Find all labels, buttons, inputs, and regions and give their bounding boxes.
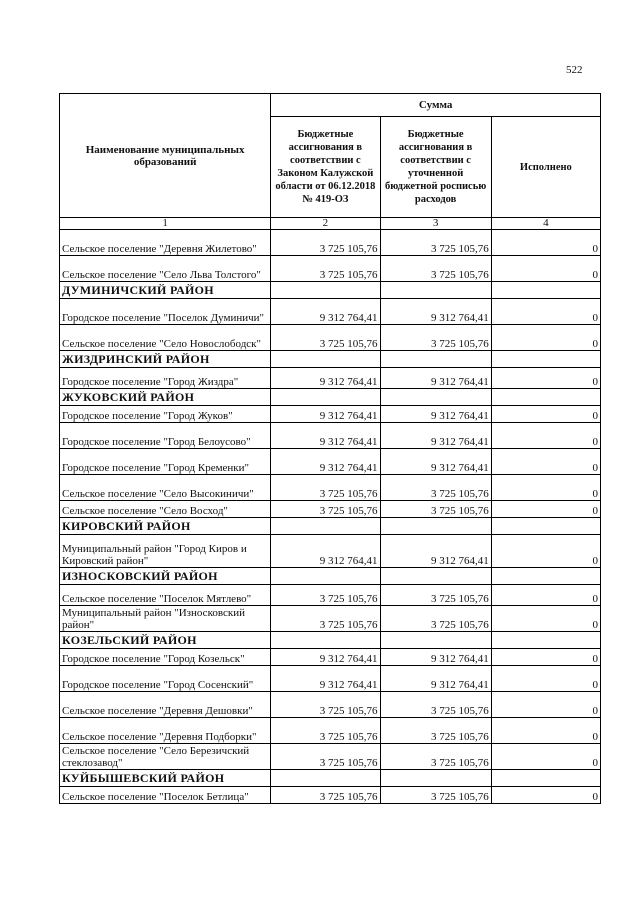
empty-cell xyxy=(491,770,600,787)
law-allocation-value: 3 725 105,76 xyxy=(271,606,380,632)
column-index-row xyxy=(60,218,601,230)
district-header-row xyxy=(60,568,601,585)
district-name: КОЗЕЛЬСКИЙ РАЙОН xyxy=(60,632,271,649)
empty-cell xyxy=(380,518,491,535)
table-row xyxy=(60,299,601,325)
header-executed: Исполнено xyxy=(491,117,600,218)
law-allocation-value: 9 312 764,41 xyxy=(271,449,380,475)
header-sum-group: Сумма xyxy=(271,94,601,117)
municipality-name: Сельское поселение "Село Высокиничи" xyxy=(60,475,271,501)
table-row xyxy=(60,423,601,449)
column-index: 2 xyxy=(271,218,380,230)
refined-allocation-value: 3 725 105,76 xyxy=(380,475,491,501)
district-header-row xyxy=(60,518,601,535)
header-refined-allocation: Бюджетные ассигнования в соответствии с уточненной бюджетной росписью расходов xyxy=(380,117,491,218)
empty-cell xyxy=(380,351,491,368)
municipality-name: Сельское поселение "Деревня Дешовки" xyxy=(60,692,271,718)
empty-cell xyxy=(271,389,380,406)
law-allocation-value: 9 312 764,41 xyxy=(271,368,380,389)
municipality-name: Сельское поселение "Село Льва Толстого" xyxy=(60,256,271,282)
refined-allocation-value: 3 725 105,76 xyxy=(380,585,491,606)
table-row xyxy=(60,475,601,501)
column-index: 1 xyxy=(60,218,271,230)
empty-cell xyxy=(380,770,491,787)
municipality-name: Городское поселение "Город Жуков" xyxy=(60,406,271,423)
district-header-row xyxy=(60,282,601,299)
executed-value: 0 xyxy=(491,606,600,632)
executed-value: 0 xyxy=(491,692,600,718)
law-allocation-value: 9 312 764,41 xyxy=(271,406,380,423)
refined-allocation-value: 3 725 105,76 xyxy=(380,501,491,518)
empty-cell xyxy=(271,770,380,787)
executed-value: 0 xyxy=(491,744,600,770)
table-row xyxy=(60,606,601,632)
refined-allocation-value: 3 725 105,76 xyxy=(380,787,491,804)
municipality-name: Городское поселение "Город Белоусово" xyxy=(60,423,271,449)
executed-value: 0 xyxy=(491,368,600,389)
refined-allocation-value: 3 725 105,76 xyxy=(380,606,491,632)
empty-cell xyxy=(271,632,380,649)
header-law-allocation: Бюджетные ассигнования в соответствии с Законом Калужской области от 06.12.2018 № 419-ОЗ xyxy=(271,117,380,218)
empty-cell xyxy=(491,568,600,585)
district-header-row xyxy=(60,351,601,368)
law-allocation-value: 3 725 105,76 xyxy=(271,744,380,770)
executed-value: 0 xyxy=(491,585,600,606)
empty-cell xyxy=(380,282,491,299)
law-allocation-value: 9 312 764,41 xyxy=(271,535,380,568)
refined-allocation-value: 3 725 105,76 xyxy=(380,692,491,718)
empty-cell xyxy=(271,518,380,535)
district-header-row xyxy=(60,389,601,406)
table-row xyxy=(60,230,601,256)
table-body xyxy=(60,230,601,804)
district-name: ДУМИНИЧСКИЙ РАЙОН xyxy=(60,282,271,299)
refined-allocation-value: 3 725 105,76 xyxy=(380,718,491,744)
table-row xyxy=(60,692,601,718)
district-name: КУЙБЫШЕВСКИЙ РАЙОН xyxy=(60,770,271,787)
refined-allocation-value: 9 312 764,41 xyxy=(380,649,491,666)
refined-allocation-value: 9 312 764,41 xyxy=(380,666,491,692)
table-row xyxy=(60,256,601,282)
refined-allocation-value: 3 725 105,76 xyxy=(380,744,491,770)
law-allocation-value: 9 312 764,41 xyxy=(271,666,380,692)
empty-cell xyxy=(491,282,600,299)
municipality-name: Сельское поселение "Деревня Подборки" xyxy=(60,718,271,744)
municipality-name: Городское поселение "Город Жиздра" xyxy=(60,368,271,389)
municipality-name: Городское поселение "Город Козельск" xyxy=(60,649,271,666)
district-header-row xyxy=(60,770,601,787)
table-row xyxy=(60,649,601,666)
municipality-name: Сельское поселение "Поселок Бетлица" xyxy=(60,787,271,804)
municipality-name: Городское поселение "Город Кременки" xyxy=(60,449,271,475)
empty-cell xyxy=(271,282,380,299)
empty-cell xyxy=(491,518,600,535)
refined-allocation-value: 9 312 764,41 xyxy=(380,423,491,449)
executed-value: 0 xyxy=(491,406,600,423)
law-allocation-value: 9 312 764,41 xyxy=(271,299,380,325)
executed-value: 0 xyxy=(491,230,600,256)
municipality-name: Сельское поселение "Село Новослободск" xyxy=(60,325,271,351)
refined-allocation-value: 9 312 764,41 xyxy=(380,449,491,475)
district-name: ЖИЗДРИНСКИЙ РАЙОН xyxy=(60,351,271,368)
table-row xyxy=(60,585,601,606)
district-name: КИРОВСКИЙ РАЙОН xyxy=(60,518,271,535)
empty-cell xyxy=(271,568,380,585)
refined-allocation-value: 9 312 764,41 xyxy=(380,406,491,423)
municipality-name: Городское поселение "Поселок Думиничи" xyxy=(60,299,271,325)
table-row xyxy=(60,535,601,568)
executed-value: 0 xyxy=(491,423,600,449)
header-name-column: Наименование муниципальных образований xyxy=(60,94,271,218)
empty-cell xyxy=(491,351,600,368)
table-row xyxy=(60,449,601,475)
law-allocation-value: 9 312 764,41 xyxy=(271,423,380,449)
column-index: 4 xyxy=(491,218,600,230)
page-number: 522 xyxy=(566,64,583,76)
district-name: ЖУКОВСКИЙ РАЙОН xyxy=(60,389,271,406)
law-allocation-value: 3 725 105,76 xyxy=(271,256,380,282)
empty-cell xyxy=(491,632,600,649)
executed-value: 0 xyxy=(491,325,600,351)
table-row xyxy=(60,666,601,692)
table-row xyxy=(60,368,601,389)
refined-allocation-value: 9 312 764,41 xyxy=(380,368,491,389)
empty-cell xyxy=(271,351,380,368)
law-allocation-value: 9 312 764,41 xyxy=(271,649,380,666)
table-row xyxy=(60,718,601,744)
executed-value: 0 xyxy=(491,501,600,518)
table-row xyxy=(60,406,601,423)
law-allocation-value: 3 725 105,76 xyxy=(271,692,380,718)
law-allocation-value: 3 725 105,76 xyxy=(271,787,380,804)
law-allocation-value: 3 725 105,76 xyxy=(271,230,380,256)
table-row xyxy=(60,325,601,351)
municipality-name: Сельское поселение "Село Березичский стеклозавод" xyxy=(60,744,271,770)
executed-value: 0 xyxy=(491,649,600,666)
municipality-name: Сельское поселение "Поселок Мятлево" xyxy=(60,585,271,606)
empty-cell xyxy=(491,389,600,406)
law-allocation-value: 3 725 105,76 xyxy=(271,325,380,351)
refined-allocation-value: 3 725 105,76 xyxy=(380,230,491,256)
executed-value: 0 xyxy=(491,449,600,475)
municipality-name: Городское поселение "Город Сосенский" xyxy=(60,666,271,692)
table-row xyxy=(60,501,601,518)
table-row xyxy=(60,744,601,770)
municipality-name: Муниципальный район "Износковский район" xyxy=(60,606,271,632)
executed-value: 0 xyxy=(491,299,600,325)
column-index: 3 xyxy=(380,218,491,230)
budget-table xyxy=(59,93,601,804)
district-name: ИЗНОСКОВСКИЙ РАЙОН xyxy=(60,568,271,585)
refined-allocation-value: 3 725 105,76 xyxy=(380,256,491,282)
district-header-row xyxy=(60,632,601,649)
empty-cell xyxy=(380,568,491,585)
law-allocation-value: 3 725 105,76 xyxy=(271,501,380,518)
executed-value: 0 xyxy=(491,787,600,804)
law-allocation-value: 3 725 105,76 xyxy=(271,475,380,501)
municipality-name: Сельское поселение "Деревня Жилетово" xyxy=(60,230,271,256)
executed-value: 0 xyxy=(491,535,600,568)
executed-value: 0 xyxy=(491,256,600,282)
empty-cell xyxy=(380,632,491,649)
municipality-name: Муниципальный район "Город Киров и Кировский район" xyxy=(60,535,271,568)
law-allocation-value: 3 725 105,76 xyxy=(271,718,380,744)
refined-allocation-value: 9 312 764,41 xyxy=(380,299,491,325)
executed-value: 0 xyxy=(491,475,600,501)
municipality-name: Сельское поселение "Село Восход" xyxy=(60,501,271,518)
refined-allocation-value: 9 312 764,41 xyxy=(380,535,491,568)
executed-value: 0 xyxy=(491,666,600,692)
table-row xyxy=(60,787,601,804)
law-allocation-value: 3 725 105,76 xyxy=(271,585,380,606)
refined-allocation-value: 3 725 105,76 xyxy=(380,325,491,351)
executed-value: 0 xyxy=(491,718,600,744)
empty-cell xyxy=(380,389,491,406)
